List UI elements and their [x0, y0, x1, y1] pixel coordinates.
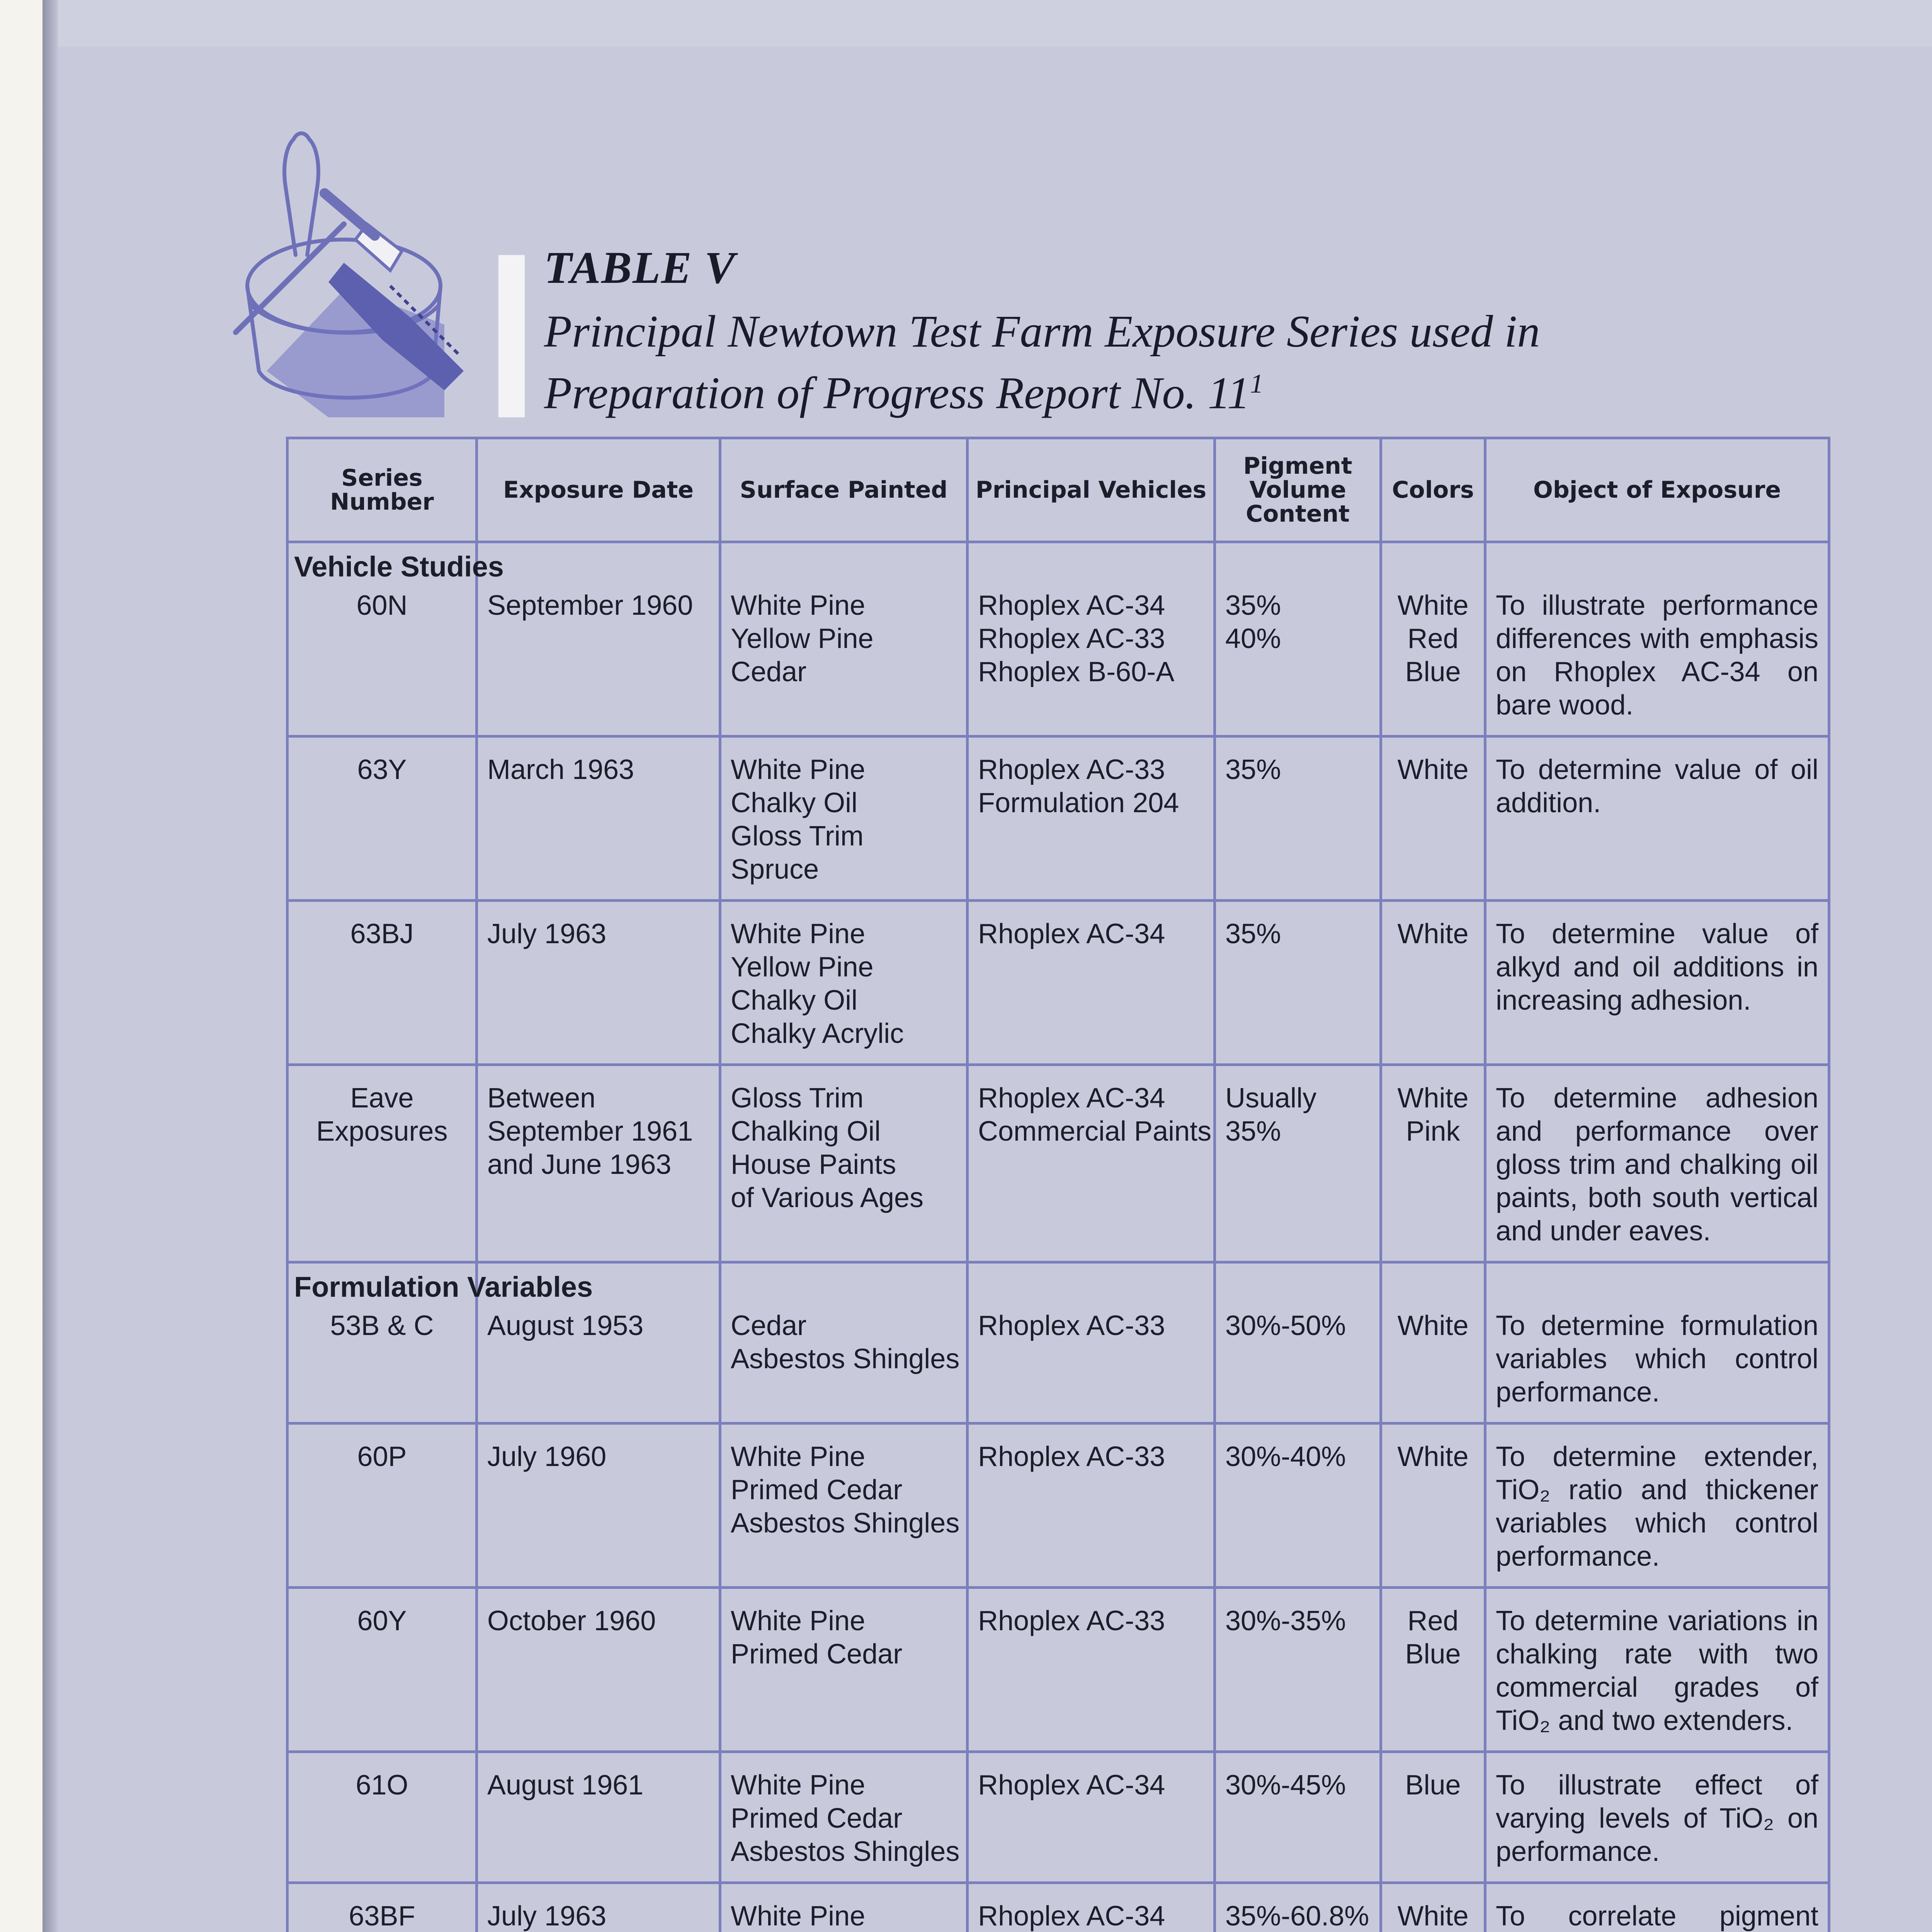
- cell-line: Yellow Pine: [731, 623, 874, 654]
- cell-line: White Pine: [731, 1901, 866, 1932]
- cell-line: Rhoplex AC-34: [978, 918, 1165, 949]
- cell-line: September 1960: [487, 590, 693, 621]
- cell-line: Primed Cedar: [731, 1803, 903, 1834]
- cell-vehicles: [968, 1262, 1215, 1423]
- cell-line: 40%: [1225, 623, 1281, 654]
- cell-line: of Various Ages: [731, 1182, 923, 1213]
- cell-series: [287, 1588, 477, 1752]
- cell-line: White Pine: [731, 1605, 866, 1636]
- section-spacer: [1492, 1270, 1818, 1304]
- cell-line: White: [1397, 1310, 1469, 1341]
- cell-pvc: [1215, 901, 1381, 1065]
- cell-line: July 1963: [487, 918, 607, 949]
- cell-line: Usually: [1225, 1083, 1317, 1114]
- cell-line: Gloss Trim: [731, 821, 864, 852]
- section-heading: Vehicle Studies: [294, 551, 504, 583]
- cell-line: 30%-50%: [1225, 1310, 1346, 1341]
- cell-line: White: [1397, 590, 1469, 621]
- cell-vehicles: [968, 901, 1215, 1065]
- cell-line: Between: [487, 1083, 596, 1114]
- cell-line: 30%-40%: [1225, 1441, 1346, 1472]
- binding-margin: [0, 0, 43, 1932]
- section-spacer: [727, 1270, 957, 1304]
- cell-line: House Paints: [731, 1149, 896, 1180]
- cell-line: Eave: [350, 1083, 414, 1114]
- object-text: To illustrate performance differences with emphasis on Rhoplex AC-34 on bare wood.: [1496, 590, 1818, 721]
- cell-line: Asbestos Shingles: [731, 1344, 960, 1374]
- table-row: [287, 1065, 1829, 1262]
- cell-exposure-date: [477, 1065, 720, 1262]
- cell-line: Cedar: [731, 656, 807, 687]
- cell-object: [1485, 542, 1829, 736]
- table-title: [544, 305, 1781, 419]
- cell-series: [287, 1065, 477, 1262]
- exposure-series-table: [286, 437, 1830, 1932]
- cell-pvc: [1215, 1883, 1381, 1932]
- cell-line: 61O: [355, 1770, 408, 1801]
- cell-surface: [720, 1065, 968, 1262]
- table-row: [287, 1423, 1829, 1588]
- cell-line: White Pine: [731, 1441, 866, 1472]
- cell-line: 30%-45%: [1225, 1770, 1346, 1801]
- cell-surface: [720, 1752, 968, 1883]
- cell-series: [287, 1883, 477, 1932]
- object-text: To determine formulation variables which control performance.: [1496, 1310, 1818, 1408]
- cell-line: July 1960: [487, 1441, 607, 1472]
- cell-line: Chalky Oil: [731, 985, 858, 1016]
- cell-vehicles: [968, 542, 1215, 736]
- cell-line: Rhoplex AC-33: [978, 1441, 1165, 1472]
- paint-can-brush-icon: [228, 124, 498, 425]
- cell-exposure-date: [477, 736, 720, 901]
- cell-line: Rhoplex AC-34: [978, 1083, 1165, 1114]
- section-spacer: [1388, 1270, 1475, 1304]
- col-header-vehicles: Principal Vehicles: [968, 438, 1215, 542]
- section-spacer: [483, 550, 709, 583]
- cell-colors: [1381, 1262, 1485, 1423]
- cell-line: Primed Cedar: [731, 1475, 903, 1505]
- cell-line: Asbestos Shingles: [731, 1508, 960, 1539]
- cell-line: White: [1397, 1441, 1469, 1472]
- cell-line: 30%-35%: [1225, 1605, 1346, 1636]
- cell-surface: [720, 736, 968, 901]
- section-spacer: [974, 550, 1204, 583]
- cell-colors: [1381, 1423, 1485, 1588]
- title-accent-bar: [498, 255, 525, 417]
- cell-vehicles: [968, 1883, 1215, 1932]
- cell-pvc: [1215, 1262, 1381, 1423]
- cell-colors: [1381, 736, 1485, 901]
- cell-line: 35%-60.8%: [1225, 1901, 1369, 1932]
- cell-line: October 1960: [487, 1605, 656, 1636]
- cell-line: August 1953: [487, 1310, 644, 1341]
- cell-line: Cedar: [731, 1310, 807, 1341]
- cell-series: [287, 542, 504, 736]
- cell-object: [1485, 1752, 1829, 1883]
- object-text: To determine extender, TiO₂ ratio and thickener variables which control performance.: [1496, 1441, 1818, 1572]
- object-text: To determine value of alkyd and oil additions in increasing adhesion.: [1496, 918, 1818, 1016]
- cell-series: [287, 1423, 477, 1588]
- cell-exposure-date: [477, 1883, 720, 1932]
- cell-colors: [1381, 1065, 1485, 1262]
- cell-line: White Pine: [731, 590, 866, 621]
- cell-line: White Pine: [731, 918, 866, 949]
- cell-exposure-date: [477, 1588, 720, 1752]
- section-heading: Formulation Variables: [294, 1271, 593, 1303]
- cell-colors: [1381, 901, 1485, 1065]
- cell-line: Gloss Trim: [731, 1083, 864, 1114]
- section-spacer: [1388, 550, 1475, 583]
- cell-line: 63Y: [357, 754, 407, 785]
- binding-shadow: [43, 0, 58, 1932]
- cell-colors: [1381, 1588, 1485, 1752]
- cell-surface: [720, 1262, 968, 1423]
- title-line-1: Principal Newtown Test Farm Exposure Series used in: [544, 306, 1540, 357]
- cell-exposure-date: [477, 1752, 720, 1883]
- table-row: [287, 736, 1829, 901]
- cell-surface: [720, 542, 968, 736]
- cell-pvc: [1215, 1423, 1381, 1588]
- cell-pvc: [1215, 736, 1381, 901]
- header-row: [287, 438, 1829, 542]
- cell-exposure-date: [477, 542, 720, 736]
- cell-line: 60Y: [357, 1605, 407, 1636]
- cell-object: [1485, 901, 1829, 1065]
- cell-series: [287, 736, 477, 901]
- cell-object: [1485, 1883, 1829, 1932]
- title-line-2: Preparation of Progress Report No. 11: [544, 367, 1250, 418]
- cell-line: Primed Cedar: [731, 1639, 903, 1670]
- table-row: [287, 1262, 1829, 1423]
- cell-line: 35%: [1225, 1116, 1281, 1147]
- table-row: [287, 1752, 1829, 1883]
- cell-series: [287, 901, 477, 1065]
- cell-line: September 1961: [487, 1116, 693, 1147]
- cell-line: Asbestos Shingles: [731, 1836, 960, 1867]
- cell-line: Chalking Oil: [731, 1116, 881, 1147]
- table-label: TABLE V: [544, 242, 736, 293]
- section-spacer: [727, 550, 957, 583]
- cell-line: White: [1397, 754, 1469, 785]
- cell-line: Exposures: [316, 1116, 448, 1147]
- cell-line: White: [1397, 1901, 1469, 1932]
- section-spacer: [974, 1270, 1204, 1304]
- cell-line: Rhoplex B-60-A: [978, 656, 1175, 687]
- cell-line: March 1963: [487, 754, 634, 785]
- cell-line: Blue: [1405, 1770, 1461, 1801]
- cell-line: August 1961: [487, 1770, 644, 1801]
- cell-line: 63BJ: [350, 918, 414, 949]
- table-row: [287, 1883, 1829, 1932]
- object-text: To determine value of oil addition.: [1496, 754, 1818, 818]
- cell-line: White: [1397, 918, 1469, 949]
- table-body: [287, 542, 1829, 1932]
- cell-object: [1485, 1423, 1829, 1588]
- cell-line: 53B & C: [330, 1310, 434, 1341]
- cell-line: Pink: [1406, 1116, 1460, 1147]
- cell-series: [287, 1752, 477, 1883]
- cell-colors: [1381, 542, 1485, 736]
- cell-object: [1485, 1262, 1829, 1423]
- cell-line: Rhoplex AC-33: [978, 1605, 1165, 1636]
- cell-line: 35%: [1225, 754, 1281, 785]
- object-text: To illustrate effect of varying levels of TiO₂ on performance.: [1496, 1770, 1818, 1867]
- title-footnote-mark: 1: [1250, 369, 1264, 399]
- cell-vehicles: [968, 1588, 1215, 1752]
- cell-line: Yellow Pine: [731, 952, 874, 983]
- cell-line: Rhoplex AC-34: [978, 590, 1165, 621]
- cell-pvc: [1215, 1752, 1381, 1883]
- col-header-colors: Colors: [1381, 438, 1485, 542]
- cell-line: 35%: [1225, 590, 1281, 621]
- object-text: To determine variations in chalking rate with two commercial grades of TiO₂ and two extenders.: [1496, 1605, 1818, 1736]
- cell-line: 60N: [356, 590, 408, 621]
- cell-line: Rhoplex AC-33: [978, 1310, 1165, 1341]
- cell-vehicles: [968, 1752, 1215, 1883]
- cell-line: Commercial Paints: [978, 1116, 1212, 1147]
- cell-colors: [1381, 1883, 1485, 1932]
- cell-line: White: [1397, 1083, 1469, 1114]
- col-header-object: Object of Exposure: [1485, 438, 1829, 542]
- cell-line: White Pine: [731, 754, 866, 785]
- cell-line: Spruce: [731, 854, 819, 885]
- object-text: To determine adhesion and performance over gloss trim and chalking oil paints, both south vertical and under eaves.: [1496, 1083, 1818, 1247]
- cell-pvc: [1215, 1065, 1381, 1262]
- cell-line: 60P: [357, 1441, 407, 1472]
- cell-object: [1485, 736, 1829, 901]
- cell-object: [1485, 1588, 1829, 1752]
- cell-surface: [720, 901, 968, 1065]
- table-row: [287, 1588, 1829, 1752]
- cell-line: White Pine: [731, 1770, 866, 1801]
- section-spacer: [1221, 550, 1370, 583]
- cell-pvc: [1215, 542, 1381, 736]
- section-spacer: [1221, 1270, 1370, 1304]
- cell-line: Rhoplex AC-33: [978, 754, 1165, 785]
- table-row: [287, 542, 1829, 736]
- cell-vehicles: [968, 1423, 1215, 1588]
- col-header-pvc: Pigment Volume Content: [1215, 438, 1381, 542]
- cell-line: Rhoplex AC-33: [978, 623, 1165, 654]
- cell-line: Blue: [1405, 656, 1461, 687]
- cell-line: Blue: [1405, 1639, 1461, 1670]
- cell-exposure-date: [477, 1423, 720, 1588]
- cell-exposure-date: [477, 901, 720, 1065]
- cell-line: July 1963: [487, 1901, 607, 1932]
- cell-line: 35%: [1225, 918, 1281, 949]
- object-text: To correlate pigment: [1496, 1901, 1818, 1932]
- cell-line: Red: [1407, 623, 1459, 654]
- cell-surface: [720, 1588, 968, 1752]
- col-header-surface: Surface Painted: [720, 438, 968, 542]
- cell-line: Chalky Acrylic: [731, 1018, 904, 1049]
- cell-line: Rhoplex AC-34: [978, 1770, 1165, 1801]
- cell-line: and June 1963: [487, 1149, 672, 1180]
- cell-vehicles: [968, 736, 1215, 901]
- cell-line: Formulation 204: [978, 787, 1179, 818]
- cell-pvc: [1215, 1588, 1381, 1752]
- section-spacer: [1492, 550, 1818, 583]
- cell-line: 63BF: [349, 1901, 415, 1932]
- cell-surface: [720, 1423, 968, 1588]
- cell-line: Rhoplex AC-34: [978, 1901, 1165, 1932]
- cell-vehicles: [968, 1065, 1215, 1262]
- cell-line: Red: [1407, 1605, 1459, 1636]
- col-header-series: Series Number: [287, 438, 477, 542]
- cell-line: Chalky Oil: [731, 787, 858, 818]
- cell-surface: [720, 1883, 968, 1932]
- cell-colors: [1381, 1752, 1485, 1883]
- cell-object: [1485, 1065, 1829, 1262]
- table-row: [287, 901, 1829, 1065]
- col-header-date: Exposure Date: [477, 438, 720, 542]
